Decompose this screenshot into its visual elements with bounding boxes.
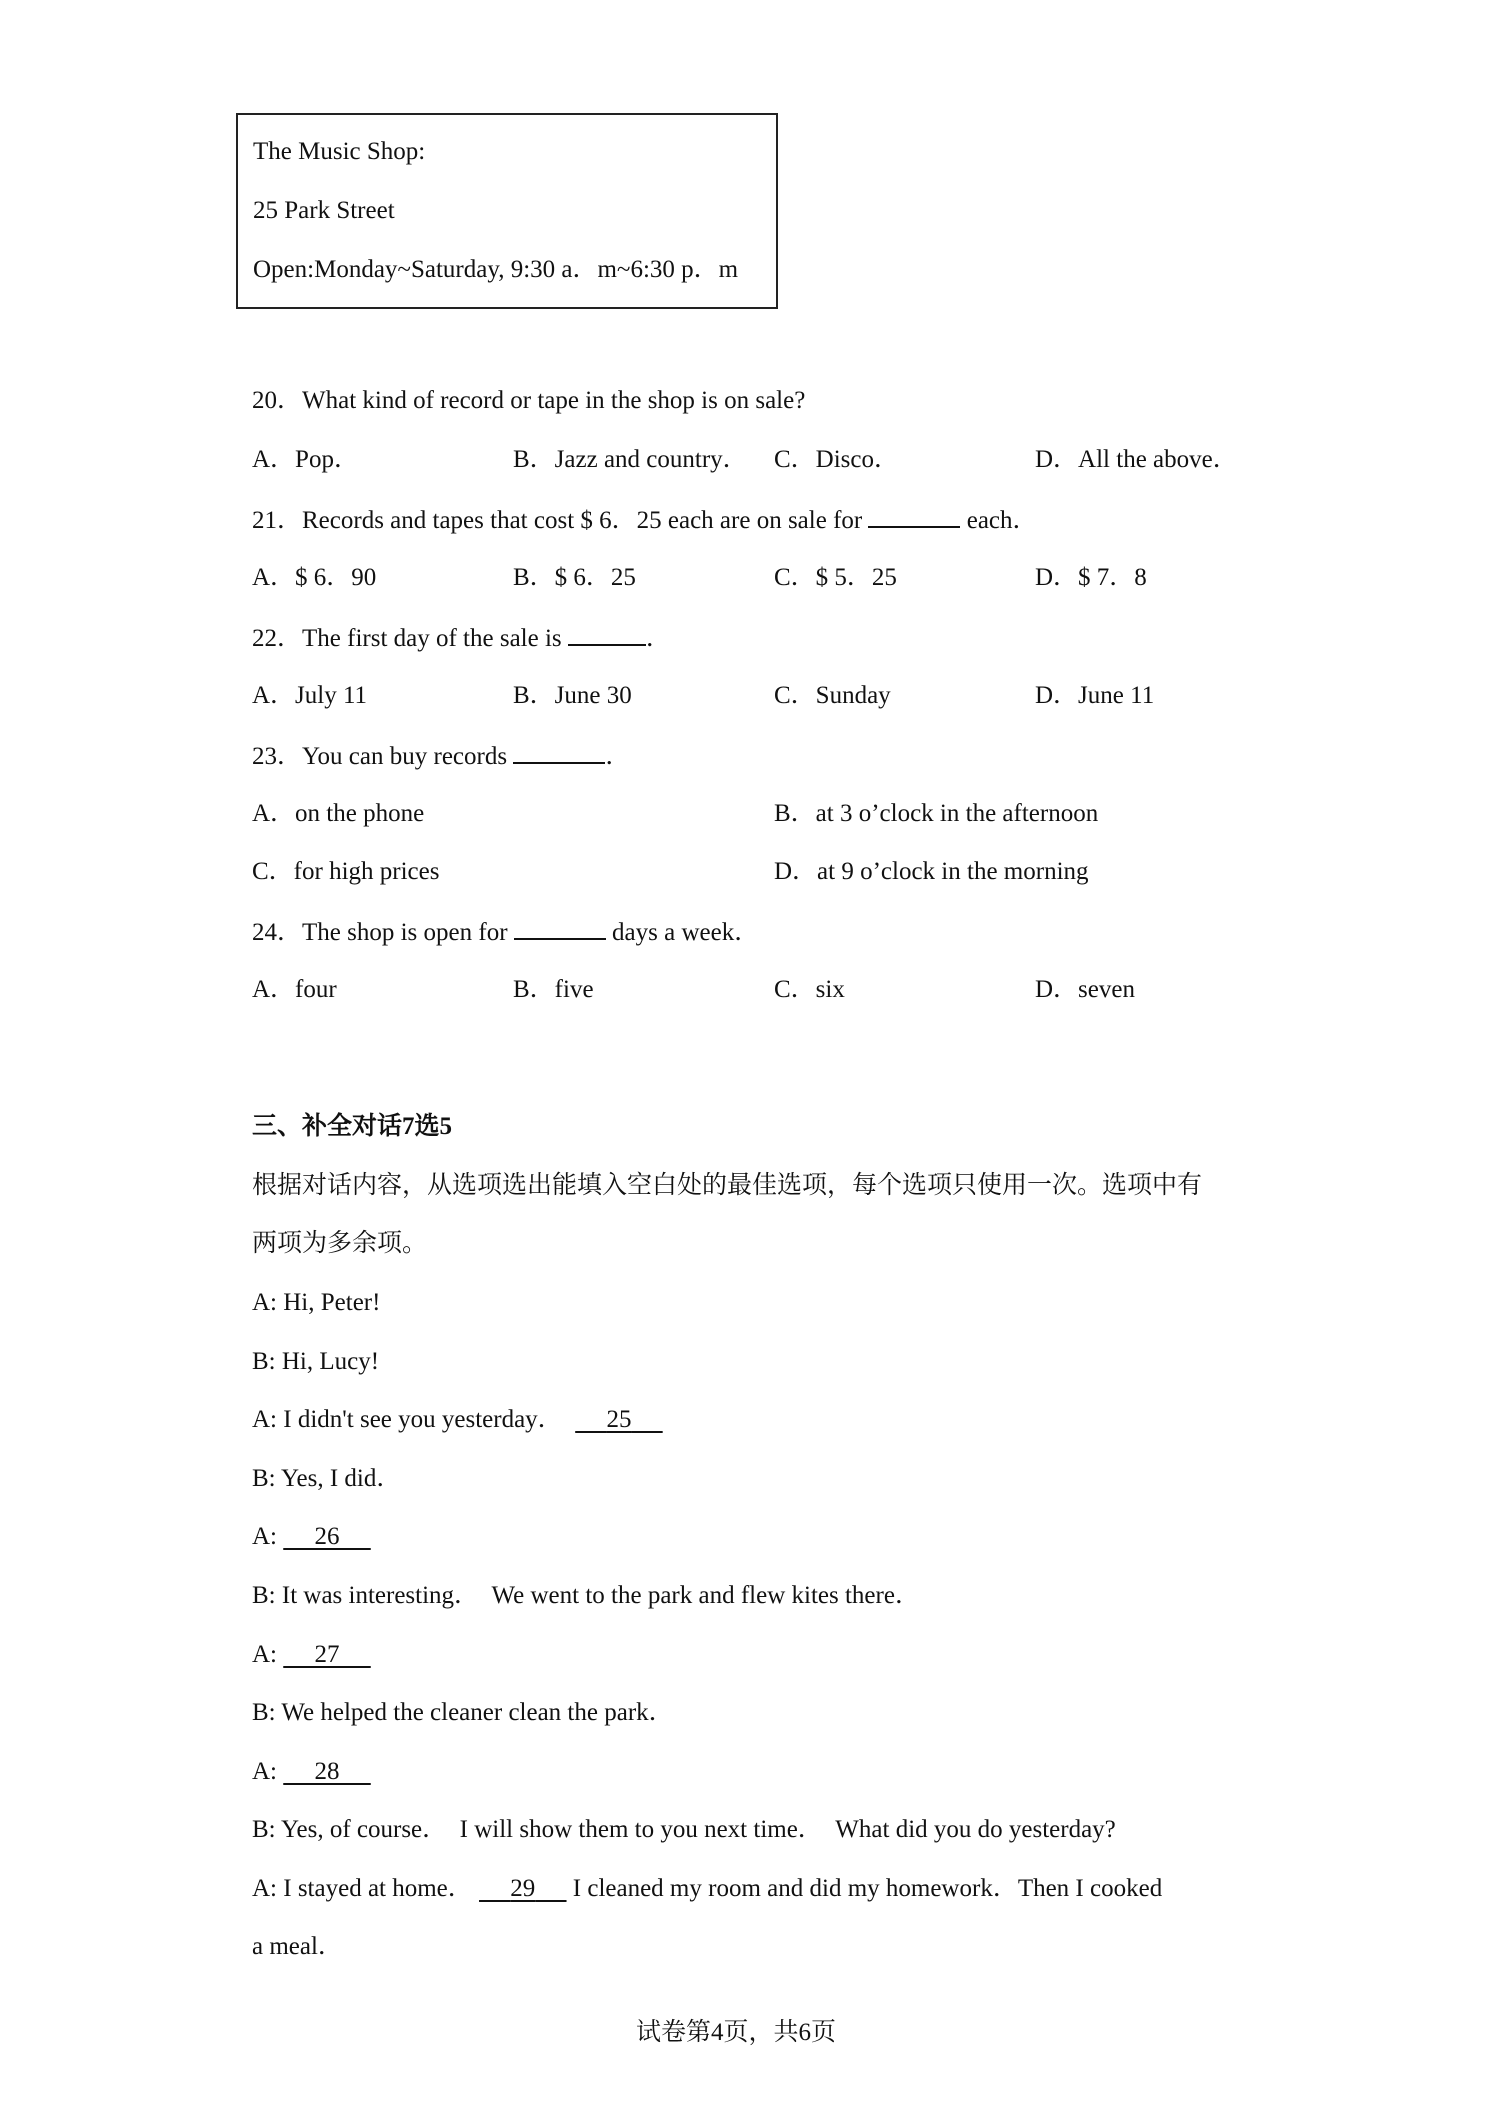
q20-option-b: B．Jazz and country． <box>513 446 748 473</box>
speaker-label: A: <box>252 1289 277 1316</box>
speaker-label: B: <box>252 1348 276 1375</box>
q23-option-a: A．on the phone <box>252 800 425 827</box>
blank-29 <box>479 1875 567 1902</box>
q22-option-d: D．June 11 <box>1035 682 1155 709</box>
blank-26 <box>283 1523 371 1550</box>
dialogue-line-6 <box>252 1581 920 1611</box>
q20-option-d: D．All the above． <box>1035 446 1238 473</box>
dialogue-line-10 <box>252 1815 1116 1845</box>
answer-blank <box>514 916 606 940</box>
speaker-label: B: <box>252 1465 276 1492</box>
q21-option-b: B．$ 6．25 <box>513 564 636 591</box>
speaker-label: A: <box>252 1406 277 1433</box>
notice-shop-name: The Music Shop: <box>253 138 426 165</box>
dialogue-line-2 <box>252 1347 379 1377</box>
question-24-stem: 24．The shop is open for <box>252 919 508 946</box>
dialogue-text: Yes, of course． I will show them to you next time． What did you do yesterday? <box>275 1816 1116 1843</box>
question-22 <box>252 622 671 654</box>
section-3-instruction: 根据对话内容，从选项选出能填入空白处的最佳选项，每个选项只使用一次。选项中有 <box>252 1172 1203 1199</box>
dialogue-text: Hi, Lucy! <box>275 1348 380 1375</box>
dialogue-line-3 <box>252 1405 663 1435</box>
notice-box <box>236 113 778 309</box>
section-3-heading: 三、补全对话7选5 <box>252 1113 453 1140</box>
question-23 <box>252 740 630 772</box>
q22-option-a: A．July 11 <box>252 682 368 709</box>
q24-option-d: D．seven <box>1035 976 1135 1003</box>
question-21-stem: 21．Records and tapes that cost $ 6．25 each are on sale for <box>252 507 863 534</box>
question-23-stem-end: ． <box>605 743 631 770</box>
dialogue-line-9 <box>252 1757 371 1787</box>
q23-option-b: B．at 3 o’clock in the afternoon <box>774 800 1099 827</box>
dialogue-text: We helped the cleaner clean the park． <box>275 1699 674 1726</box>
dialogue-text-continued: I cleaned my room and did my homework．Then I cooked <box>566 1875 1163 1902</box>
blank-number: 25 <box>606 1406 632 1433</box>
dialogue-text: Yes, I did． <box>275 1465 402 1492</box>
speaker-label: B: <box>252 1699 276 1726</box>
speaker-label: A: <box>252 1641 277 1668</box>
speaker-label: A: <box>252 1758 277 1785</box>
dialogue-text: It was interesting． We went to the park and flew kites there． <box>275 1582 920 1609</box>
dialogue-text: I didn't see you yesterday． <box>277 1406 576 1433</box>
question-23-stem: 23．You can buy records <box>252 743 508 770</box>
blank-number: 26 <box>314 1523 340 1550</box>
question-21-stem-end: each． <box>960 507 1038 534</box>
dialogue-line-5 <box>252 1522 371 1552</box>
blank-number: 27 <box>314 1641 340 1668</box>
q24-option-b: B．five <box>513 976 594 1003</box>
speaker-label: A: <box>252 1875 277 1902</box>
section-3-instruction-continued: 两项为多余项。 <box>252 1230 428 1257</box>
answer-blank <box>568 622 646 646</box>
question-21 <box>252 504 1038 536</box>
page-footer: 试卷第4页，共6页 <box>636 2019 837 2046</box>
dialogue-line-1 <box>252 1288 380 1318</box>
q23-option-c: C．for high prices <box>252 858 440 885</box>
blank-25 <box>575 1406 663 1433</box>
dialogue-line-11-continuation: a meal． <box>252 1933 343 1960</box>
dialogue-line-8 <box>252 1698 674 1728</box>
notice-address: 25 Park Street <box>253 197 395 224</box>
dialogue-line-4 <box>252 1464 401 1494</box>
notice-hours: Open:Monday~Saturday, 9:30 a．m~6:30 p．m <box>253 256 739 283</box>
q24-option-a: A．four <box>252 976 337 1003</box>
answer-blank <box>513 740 605 764</box>
dialogue-line-7 <box>252 1640 371 1670</box>
speaker-label: A: <box>252 1523 277 1550</box>
question-20-stem: 20．What kind of record or tape in the shop is on sale? <box>252 387 806 414</box>
answer-blank <box>868 504 960 528</box>
q21-option-d: D．$ 7．8 <box>1035 564 1147 591</box>
dialogue-line-11 <box>252 1874 1162 1904</box>
blank-28 <box>283 1758 371 1785</box>
blank-27 <box>283 1641 371 1668</box>
speaker-label: B: <box>252 1816 276 1843</box>
q22-option-b: B．June 30 <box>513 682 632 709</box>
question-20 <box>252 386 805 416</box>
q22-option-c: C．Sunday <box>774 682 891 709</box>
q21-option-a: A．$ 6．90 <box>252 564 377 591</box>
blank-number: 29 <box>510 1875 536 1902</box>
blank-number: 28 <box>314 1758 340 1785</box>
q23-option-d: D．at 9 o’clock in the morning <box>774 858 1089 885</box>
speaker-label: B: <box>252 1582 276 1609</box>
dialogue-text: I stayed at home． <box>277 1875 473 1902</box>
q20-option-c: C．Disco． <box>774 446 900 473</box>
question-22-stem: 22．The first day of the sale is <box>252 625 562 652</box>
q20-option-a: A．Pop． <box>252 446 359 473</box>
dialogue-text: Hi, Peter! <box>277 1289 381 1316</box>
question-22-stem-end: ． <box>645 625 671 652</box>
q24-option-c: C．six <box>774 976 845 1003</box>
question-24-stem-end: days a week． <box>605 919 760 946</box>
question-24 <box>252 916 759 948</box>
q21-option-c: C．$ 5．25 <box>774 564 897 591</box>
